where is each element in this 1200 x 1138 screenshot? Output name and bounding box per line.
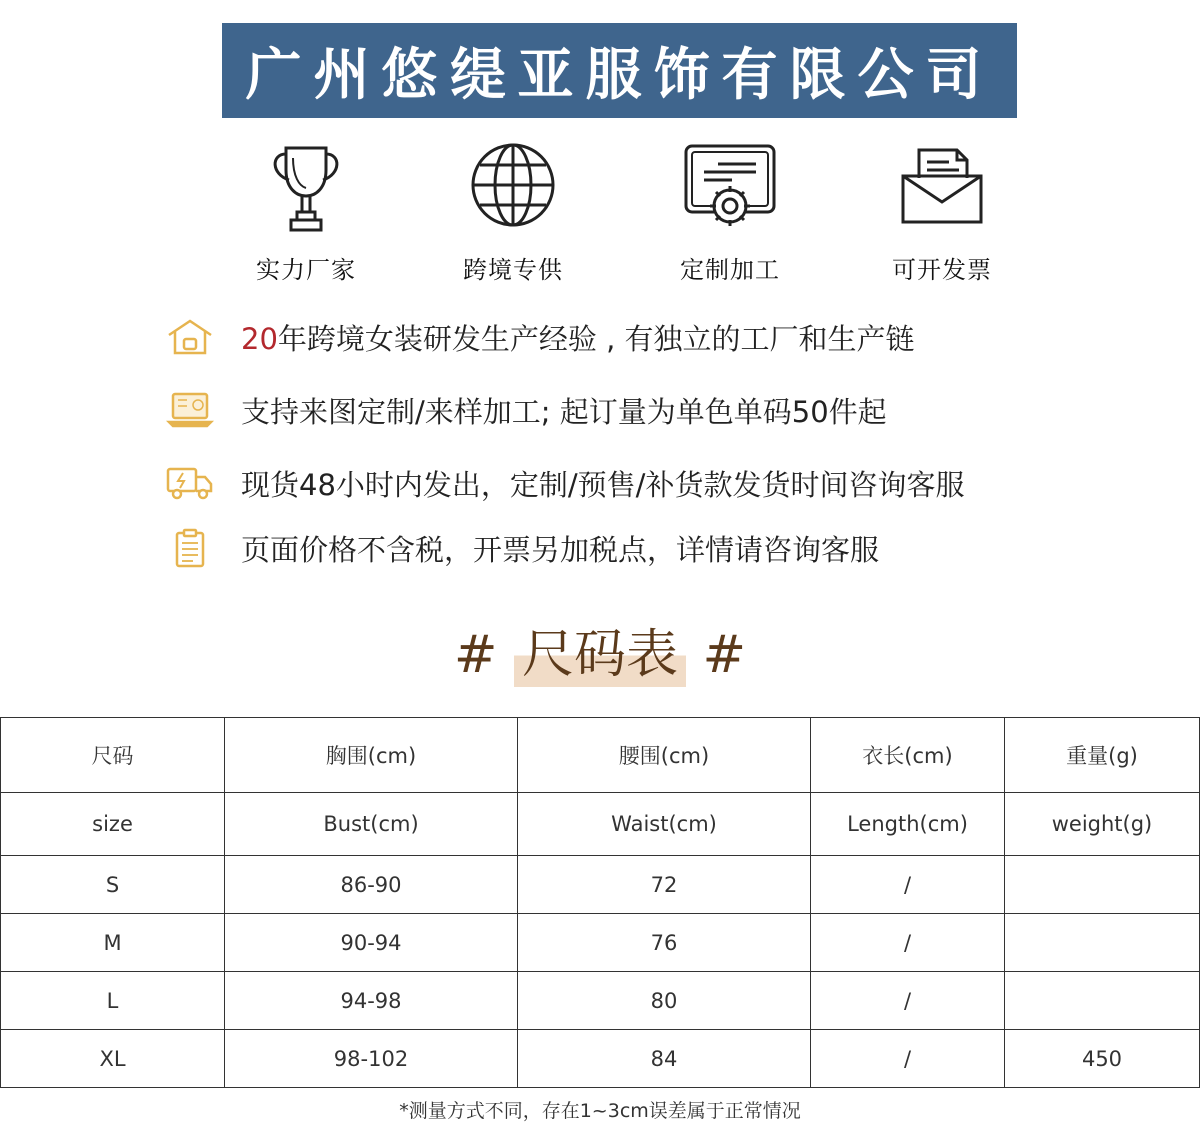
globe-icon bbox=[468, 140, 558, 230]
table-cell: / bbox=[811, 972, 1005, 1030]
table-cell: / bbox=[811, 1030, 1005, 1088]
table-cell: 尺码 bbox=[1, 718, 225, 793]
table-row bbox=[1, 1030, 1200, 1088]
table-header-en bbox=[1, 793, 1200, 856]
table-header-cn bbox=[1, 718, 1200, 793]
feature-label: 跨境专供 bbox=[463, 256, 563, 284]
table-cell: / bbox=[811, 856, 1005, 914]
bullet-experience bbox=[165, 317, 915, 357]
table-cell: S bbox=[1, 856, 225, 914]
table-cell: 80 bbox=[518, 972, 811, 1030]
clipboard-icon bbox=[165, 528, 215, 568]
bullet-text: 支持来图定制/来样加工; 起订量为单色单码50件起 bbox=[241, 394, 887, 429]
table-cell: 450 bbox=[1005, 1030, 1200, 1088]
feature-label: 定制加工 bbox=[680, 256, 780, 284]
table-cell: 重量(g) bbox=[1005, 718, 1200, 793]
table-cell: 72 bbox=[518, 856, 811, 914]
feature-label: 实力厂家 bbox=[256, 256, 356, 284]
table-cell: 腰围(cm) bbox=[518, 718, 811, 793]
table-cell: 76 bbox=[518, 914, 811, 972]
table-cell: 94-98 bbox=[225, 972, 518, 1030]
table-row bbox=[1, 972, 1200, 1030]
trophy-icon bbox=[261, 140, 351, 236]
bullet-text: 现货48小时内发出，定制/预售/补货款发货时间咨询客服 bbox=[241, 467, 965, 502]
company-name: 广州悠缇亚服饰有限公司 bbox=[245, 42, 994, 108]
feature-factory bbox=[216, 140, 396, 284]
delivery-truck-icon bbox=[165, 463, 215, 503]
table-cell: Bust(cm) bbox=[225, 793, 518, 856]
size-chart-heading: 尺码表 bbox=[514, 612, 686, 687]
table-cell: 90-94 bbox=[225, 914, 518, 972]
feature-invoice bbox=[852, 140, 1032, 284]
table-cell bbox=[1005, 856, 1200, 914]
table-cell: 衣长(cm) bbox=[811, 718, 1005, 793]
table-cell: M bbox=[1, 914, 225, 972]
table-cell: 胸围(cm) bbox=[225, 718, 518, 793]
laptop-design-icon bbox=[165, 390, 215, 430]
table-cell: 86-90 bbox=[225, 856, 518, 914]
bullet-tax bbox=[165, 528, 879, 568]
table-cell: weight(g) bbox=[1005, 793, 1200, 856]
table-cell: Length(cm) bbox=[811, 793, 1005, 856]
hash-left: # bbox=[453, 625, 498, 685]
hash-right: # bbox=[702, 625, 747, 685]
table-cell: 84 bbox=[518, 1030, 811, 1088]
feature-customization bbox=[640, 140, 820, 284]
table-cell bbox=[1005, 972, 1200, 1030]
factory-house-icon bbox=[165, 317, 215, 357]
table-cell: 98-102 bbox=[225, 1030, 518, 1088]
feature-cross-border bbox=[423, 140, 603, 284]
table-cell: size bbox=[1, 793, 225, 856]
measurement-footnote: *测量方式不同，存在1~3cm误差属于正常情况 bbox=[399, 1100, 801, 1122]
size-table bbox=[0, 717, 1200, 1088]
table-cell bbox=[1005, 914, 1200, 972]
bullet-text: 页面价格不含税，开票另加税点，详情请咨询客服 bbox=[241, 532, 880, 567]
bullet-custom-order bbox=[165, 390, 887, 430]
table-cell: / bbox=[811, 914, 1005, 972]
bullet-shipping bbox=[165, 463, 964, 503]
size-chart-title bbox=[0, 612, 1200, 687]
table-cell: L bbox=[1, 972, 225, 1030]
table-cell: XL bbox=[1, 1030, 225, 1088]
table-cell: Waist(cm) bbox=[518, 793, 811, 856]
table-row bbox=[1, 914, 1200, 972]
bullet-text: 20年跨境女装研发生产经验 , 有独立的工厂和生产链 bbox=[241, 321, 915, 356]
invoice-envelope-icon bbox=[897, 140, 987, 230]
feature-label: 可开发票 bbox=[892, 256, 992, 284]
table-row bbox=[1, 856, 1200, 914]
company-banner bbox=[222, 23, 1017, 118]
certificate-gear-icon bbox=[682, 140, 778, 230]
